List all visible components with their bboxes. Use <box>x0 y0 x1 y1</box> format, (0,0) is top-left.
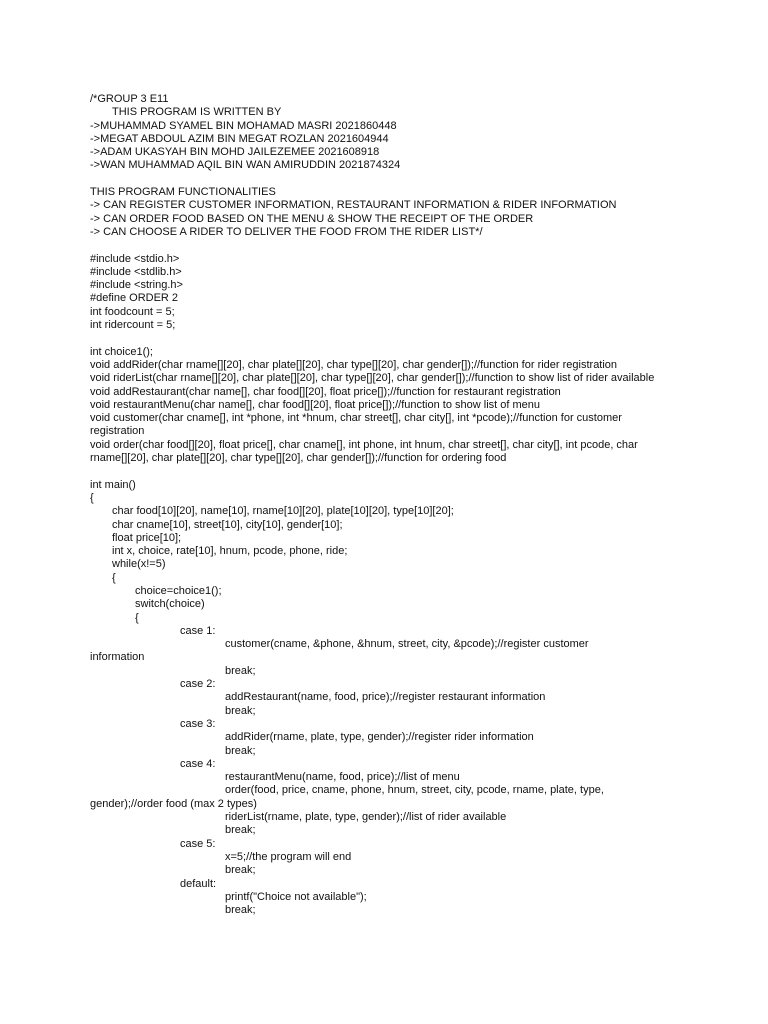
code-line: float price[10]; <box>112 531 182 544</box>
code-line: void riderList(char rname[][20], char plate[][20], char type[][20], char gender[]);//function to show list of rider available <box>90 372 655 385</box>
code-line: ->WAN MUHAMMAD AQIL BIN WAN AMIRUDDIN 2021874324 <box>90 159 401 172</box>
code-line: printf("Choice not available"); <box>225 890 367 903</box>
code-line: int foodcount = 5; <box>90 305 175 318</box>
blank-line <box>0 332 768 345</box>
code-line: choice=choice1(); <box>135 584 222 597</box>
code-line: case 2: <box>180 678 216 691</box>
code-line: void addRider(char rname[][20], char plate[][20], char type[][20], char gender[]);//function for rider registration <box>90 358 618 371</box>
code-line: break; <box>225 904 256 917</box>
code-line: int x, choice, rate[10], hnum, pcode, phone, ride; <box>112 545 348 558</box>
code-line: #include <stdio.h> <box>90 252 180 265</box>
code-line: break; <box>225 744 256 757</box>
code-line: while(x!=5) <box>112 558 166 571</box>
code-line: restaurantMenu(name, food, price);//list of menu <box>225 771 460 784</box>
code-line: { <box>90 491 94 504</box>
code-line: rname[][20], char plate[][20], char type[][20], char gender[]);//function for ordering food <box>90 452 507 465</box>
code-line: information <box>90 651 145 664</box>
code-line: int main() <box>90 478 136 491</box>
code-line: break; <box>225 664 256 677</box>
code-line: #include <stdlib.h> <box>90 265 182 278</box>
code-line: -> CAN ORDER FOOD BASED ON THE MENU & SHOW THE RECEIPT OF THE ORDER <box>90 212 534 225</box>
code-line: addRider(rname, plate, type, gender);//register rider information <box>225 731 534 744</box>
code-line: -> CAN REGISTER CUSTOMER INFORMATION, RESTAURANT INFORMATION & RIDER INFORMATION <box>90 199 617 212</box>
code-line: order(food, price, cname, phone, hnum, street, city, pcode, rname, plate, type, <box>225 784 604 797</box>
code-line: char food[10][20], name[10], rname[10][20], plate[10][20], type[10][20]; <box>112 505 454 518</box>
code-line: case 4: <box>180 757 216 770</box>
code-line: char cname[10], street[10], city[10], gender[10]; <box>112 518 343 531</box>
code-line: ->MUHAMMAD SYAMEL BIN MOHAMAD MASRI 2021860448 <box>90 119 397 132</box>
code-line: default: <box>180 877 217 890</box>
code-line: #define ORDER 2 <box>90 292 179 305</box>
blank-line <box>0 465 768 478</box>
code-line: -> CAN CHOOSE A RIDER TO DELIVER THE FOOD FROM THE RIDER LIST*/ <box>90 225 483 238</box>
code-line: riderList(rname, plate, type, gender);//list of rider available <box>225 811 507 824</box>
code-line: case 1: <box>180 624 216 637</box>
source-code-listing <box>0 93 768 917</box>
code-line: void order(char food[][20], float price[], char cname[], int phone, int hnum, char street[], char city[], int pcode, char <box>90 438 638 451</box>
code-line: ->ADAM UKASYAH BIN MOHD JAILEZEMEE 2021608918 <box>90 146 380 159</box>
code-line: break; <box>225 704 256 717</box>
code-line: gender);//order food (max 2 types) <box>90 797 257 810</box>
code-line: int choice1(); <box>90 345 153 358</box>
code-line: void customer(char cname[], int *phone, int *hnum, char street[], char city[], int *pcode);//function for customer <box>90 412 622 425</box>
code-line: THIS PROGRAM IS WRITTEN BY <box>112 106 282 119</box>
blank-line <box>0 239 768 252</box>
code-line: switch(choice) <box>135 598 205 611</box>
code-line: case 3: <box>180 717 216 730</box>
code-line: addRestaurant(name, food, price);//register restaurant information <box>225 691 546 704</box>
code-line: ->MEGAT ABDOUL AZIM BIN MEGAT ROZLAN 2021604944 <box>90 132 389 145</box>
blank-line <box>0 173 768 186</box>
code-line: break; <box>225 864 256 877</box>
code-line: int ridercount = 5; <box>90 319 176 332</box>
code-line: x=5;//the program will end <box>225 850 352 863</box>
code-line: void restaurantMenu(char name[], char food[][20], float price[]);//function to show list of menu <box>90 398 541 411</box>
code-line: void addRestaurant(char name[], char food[][20], float price[]);//function for restaurant registration <box>90 385 561 398</box>
code-line: case 5: <box>180 837 216 850</box>
code-line: customer(cname, &phone, &hnum, street, city, &pcode);//register customer <box>225 638 589 651</box>
code-line: { <box>112 571 116 584</box>
code-line: #include <string.h> <box>90 279 183 292</box>
code-line: THIS PROGRAM FUNCTIONALITIES <box>90 186 276 199</box>
code-line: break; <box>225 824 256 837</box>
code-line: /*GROUP 3 E11 <box>90 93 169 105</box>
code-line: { <box>135 611 139 624</box>
code-line: registration <box>90 425 145 438</box>
